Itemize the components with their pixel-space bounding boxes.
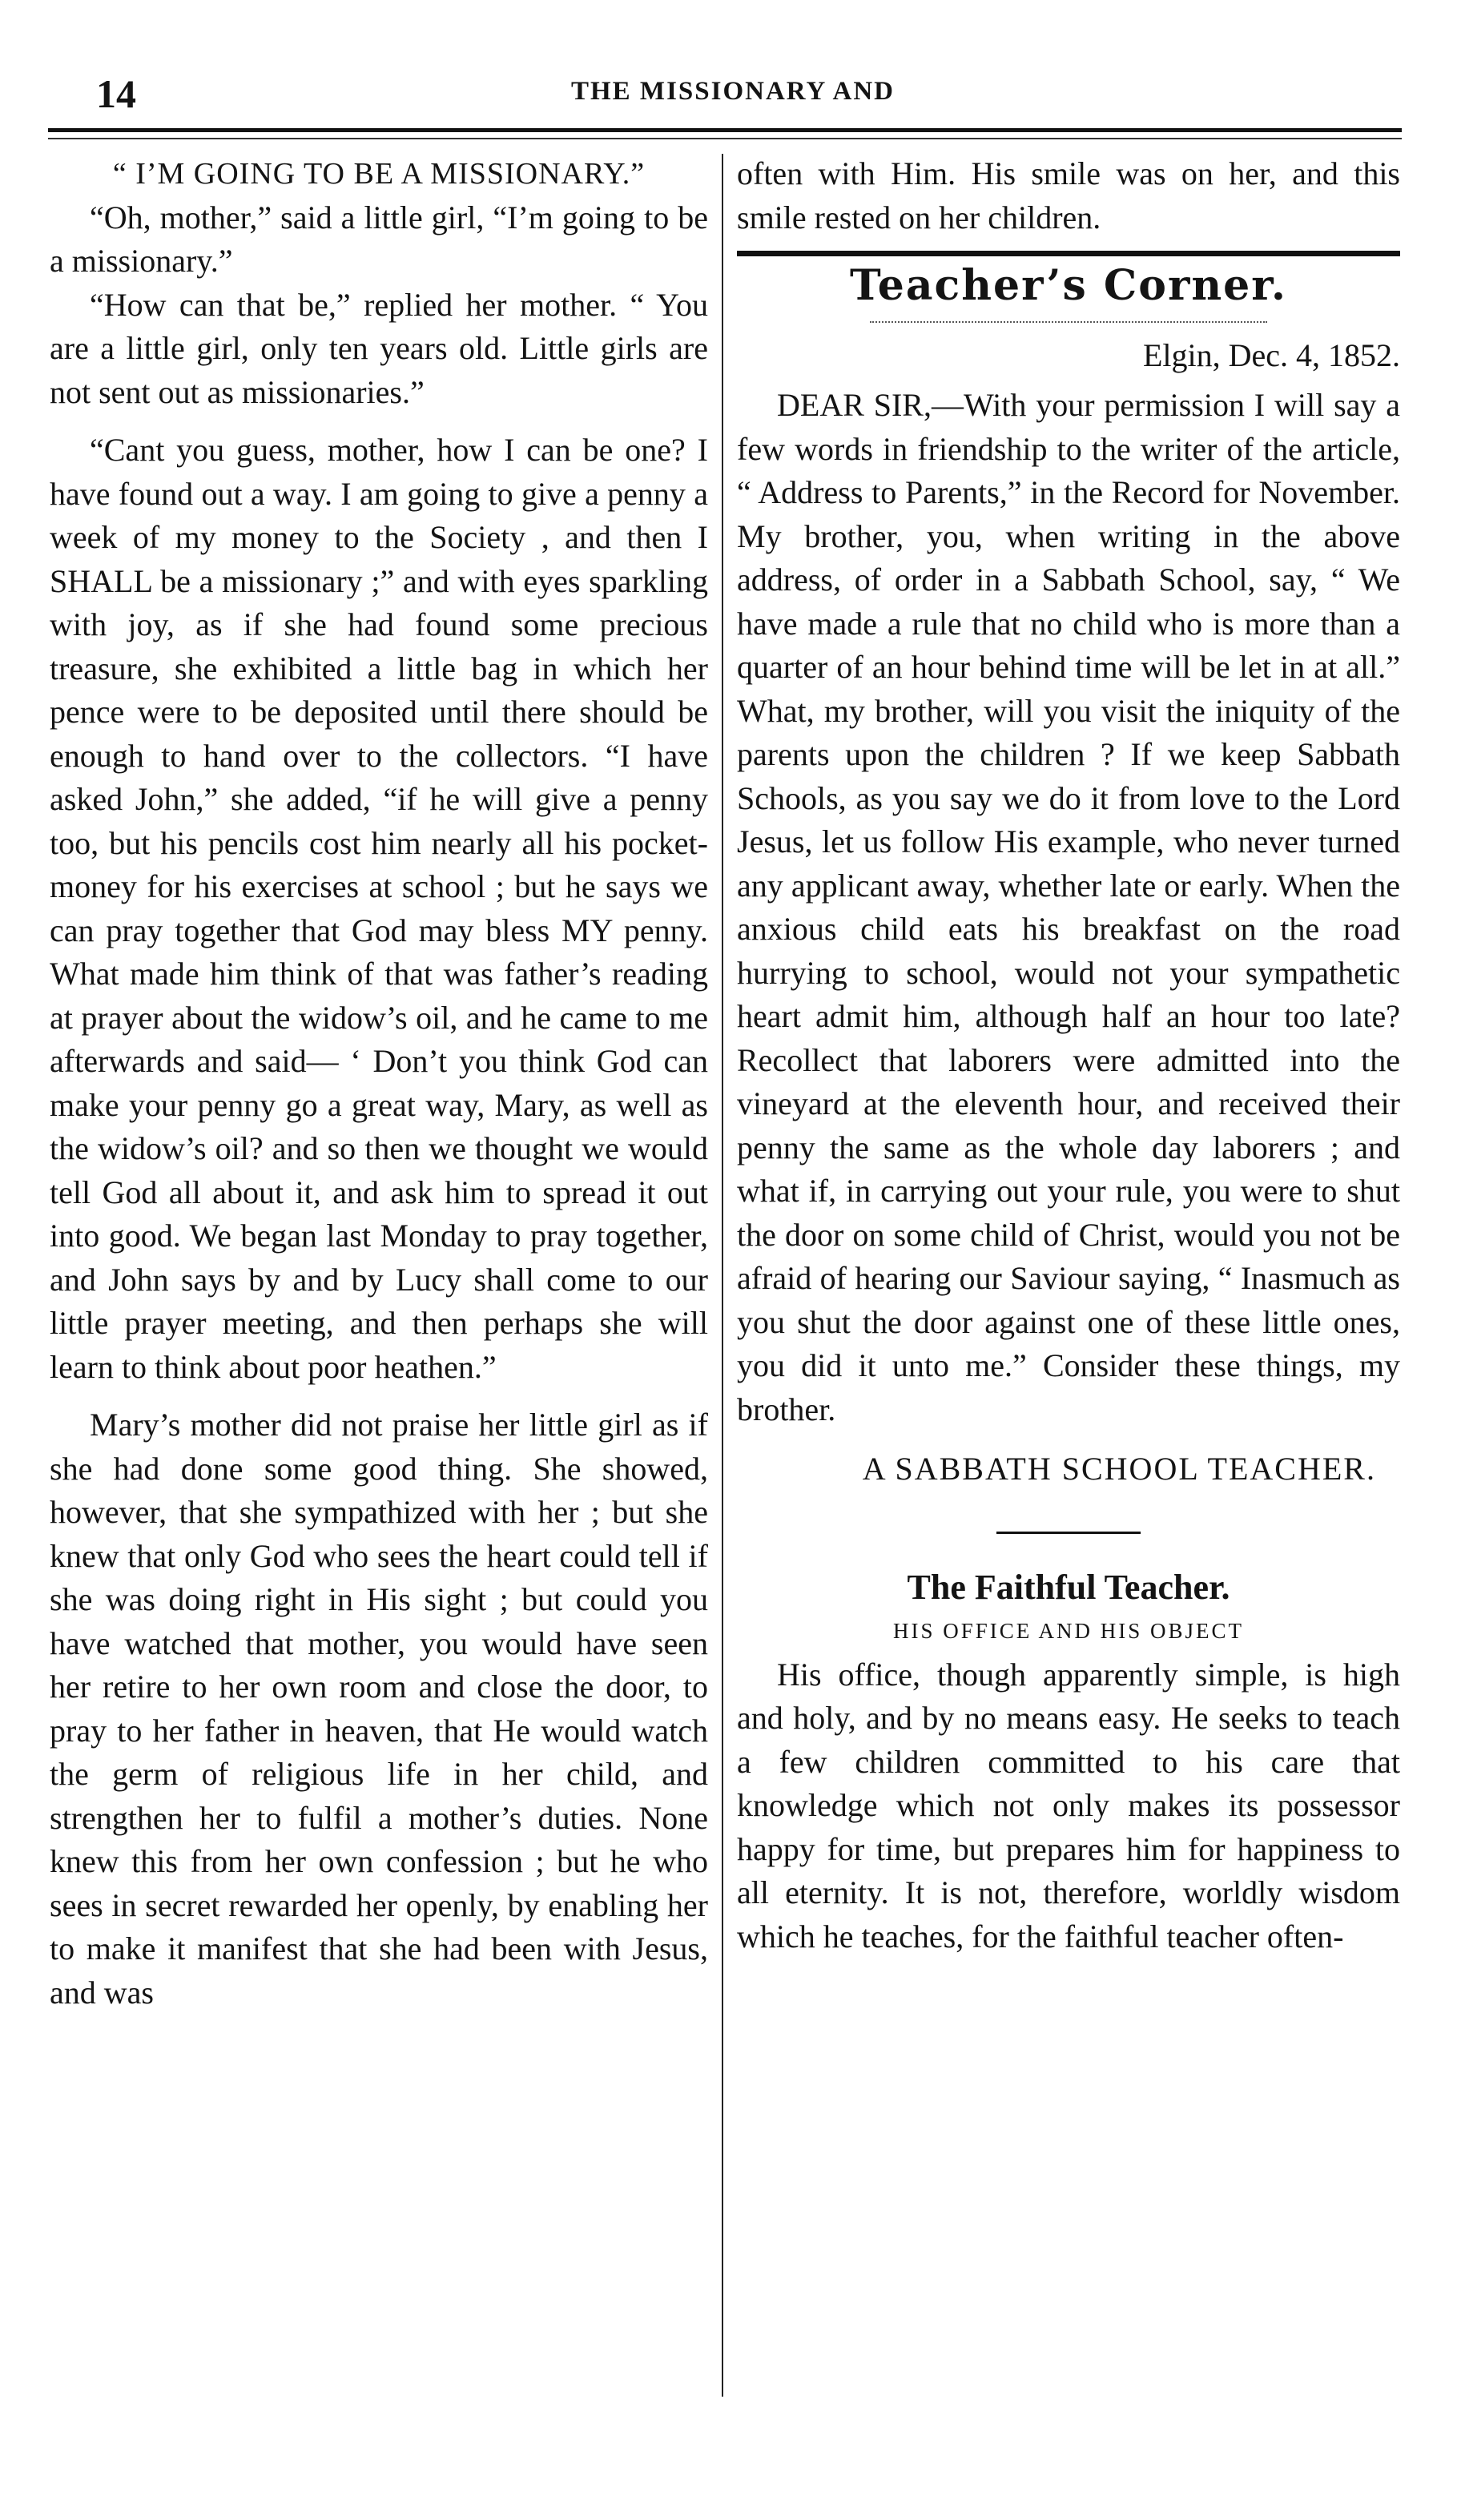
paragraph: “Cant you guess, mother, how I can be one? I have found out a way. I am going to give a penny a week of my money to the Society , and then I SHALL be a missionary ;” and with eyes sparkling with joy, as if she had found some precious treasure, she exhibited a little bag in which her pence were to be deposited until there should be enough to hand over to the collectors. “I have asked John,” she added, “if he will give a penny too, but his pencils cost him nearly all his pocket-money for his exercises at school ; but he says we can pray together that God may bless MY penny. What made him think of that was father’s reading at prayer about the widow’s oil, and he came to me afterwards and said— ‘ Don’t you think God can make your penny go a great way, Mary, as well as the widow’s oil? and so then we thought we would tell God all about it, and ask him to spread it out into good. We began last Monday to pray together, and John says by and by Lucy shall come to our little prayer meeting, and then perhaps she will learn to think about poor heathen.” xyxy=(50,432,708,1385)
faithful-teacher-title: The Faithful Teacher. xyxy=(907,1567,1230,1607)
continuation-text: often with Him. His smile was on her, and this smile rested on her children. xyxy=(737,155,1400,235)
faithful-teacher-subtitle: HIS OFFICE AND HIS OBJECT xyxy=(892,1619,1245,1643)
page-number: 14 xyxy=(96,71,136,116)
short-rule xyxy=(996,1532,1141,1534)
running-title: THE MISSIONARY AND xyxy=(570,77,895,106)
paragraph: His office, though apparently simple, is high and holy, and by no means easy. He seeks to teach a few children committed to his care that knowledge which not only makes its possessor happy for time, but prepares him for happiness to all eternity. It is not, therefore, worldly wisdom which he teaches, for the faithful teacher often- xyxy=(737,1656,1400,1954)
header-rule xyxy=(48,128,1402,132)
missionary-article-title: “ I’M GOING TO BE A MISSIONARY.” xyxy=(112,157,646,191)
signature: A SABBATH SCHOOL TEACHER. xyxy=(862,1451,1376,1487)
right-column xyxy=(737,152,1400,1958)
page-header xyxy=(96,70,1370,119)
dateline: Elgin, Dec. 4, 1852. xyxy=(1142,336,1400,373)
letter-paragraph: DEAR SIR,—With your permission I will say a few words in friendship to the writer of the article, “ Address to Parents,” in the Record for November. My brother, you, when writing in the above address, of order in a Sabbath School, say, “ We have made a rule that no child who is more than a quarter of an hour behind time will be let in at all.” What, my brother, will you visit the iniquity of the parents upon the children ? If we keep Sabbath Schools, as you say we do it from love to the Lord Jesus, let us follow His example, who never turned any applicant away, whether late or early. When the anxious child eats his breakfast on the road hurrying to school, would not your sympathetic heart admit him, although half an hour too late? Recollect that laborers were admitted into the vineyard at the eleventh hour, and received their penny the same as the whole day laborers ; and what if, in carrying out your rule, you were to shut the door on some child of Christ, would you not be afraid of hearing our Saviour saying, “ Inasmuch as you shut the door against one of these little ones, you did it unto me.” Consider these things, my brother. xyxy=(737,387,1400,1427)
column-divider xyxy=(722,154,723,2397)
ornament-rule xyxy=(870,321,1268,323)
paragraph: “Oh, mother,” said a little girl, “I’m going to be a missionary.” xyxy=(50,199,708,279)
teachers-corner-title: Teacher’s Corner. xyxy=(850,261,1287,310)
left-column xyxy=(50,152,708,2015)
section-rule xyxy=(737,251,1400,256)
header-rule-thin xyxy=(48,138,1402,139)
paragraph: “How can that be,” replied her mother. “ You are a little girl, only ten years old. Little girls are not sent out as missionaries.” xyxy=(50,286,708,410)
paragraph: Mary’s mother did not praise her little girl as if she had done some good thing. She showed, however, that she sympathized with her ; but she knew that only God who sees the heart could tell if she was doing right in His sight ; but could you have watched that mother, you would have seen her retire to her own room and close the door, to pray to her father in heaven, that He would watch the germ of religious life in her child, and strengthen her to fulfil a mother’s duties. None knew this from her own confession ; but he who sees in secret rewarded her openly, by enabling her to make it manifest that she had been with Jesus, and was xyxy=(50,1407,708,2011)
